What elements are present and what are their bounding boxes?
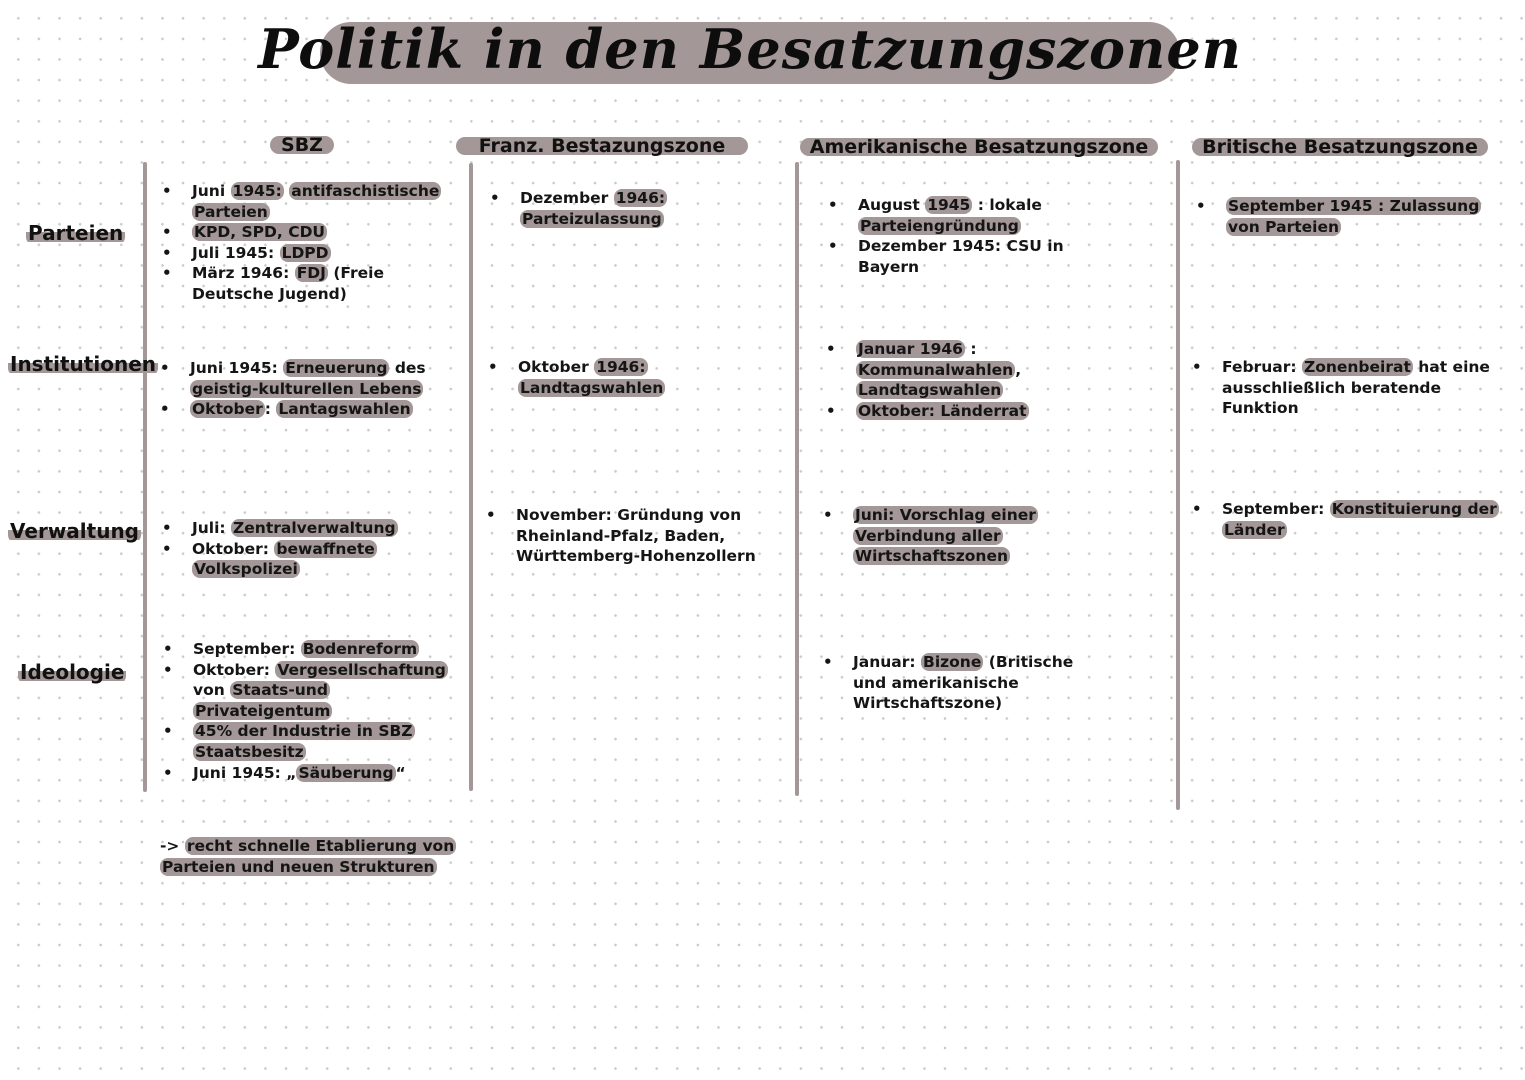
highlighted-text: 1946: Landtagswahlen [520,358,664,397]
list-item [160,222,450,243]
plain-text: September: [193,640,301,658]
plain-text: (Freie Deutsche Jugend) [192,264,384,303]
highlighted-text: Landtagswahlen [858,381,1002,400]
plain-text: Juni [192,182,231,200]
cell-franz-parteien [488,188,748,229]
divider-franz-amerik [795,162,799,796]
divider-sbz-franz [469,163,473,791]
highlighted-text: Kommunalwahlen [858,360,1014,379]
list-item [161,639,451,660]
plain-text: Juli 1945: [192,243,280,262]
plain-text: (Britische und amerikanische Wirtschaftszone) [853,653,1074,713]
plain-text: von [193,681,231,700]
highlighted-text: Erneuerung [285,359,388,377]
list-item [160,181,450,222]
cell-sbz-verwaltung [160,518,450,580]
list-item [1190,357,1490,419]
highlighted-text: Parteiengründung [860,216,1019,235]
highlighted-text: Bodenreform [302,640,418,658]
title-banner [258,17,1242,84]
highlighted-text: Oktober [192,400,263,419]
zone-header-franz: Franz. Bestazungszone [456,137,748,155]
plain-text: : lokale [972,196,1042,214]
list-item [484,505,784,567]
plain-text: des [389,359,426,377]
list-item [160,518,450,539]
highlighted-text: antifaschistische Parteien [194,182,440,221]
cell-franz-institutionen [486,357,746,398]
list-item [161,763,451,784]
list-item [160,263,450,304]
row-label-parteien: Parteien [28,221,124,245]
plain-text: März 1946: [192,264,295,283]
highlighted-text: September 1945 : Zulassung von Parteien [1228,197,1480,236]
list-item [1194,196,1494,237]
highlighted-text: 1945 [927,196,971,214]
list-item [158,358,448,399]
highlighted-text: KPD, SPD, CDU [194,223,326,242]
highlighted-text: FDJ [296,264,326,283]
plain-text: Juni 1945: [190,359,284,377]
highlighted-text: Vergesellschaftung [277,660,446,679]
list-item [160,539,450,580]
row-label-verwaltung: Verwaltung [10,519,139,543]
plain-text: hat eine ausschließlich beratende Funktion [1222,358,1490,418]
highlighted-text: Staats-und Privateigentum [195,681,331,720]
plain-text: Juni 1945: „ [193,763,297,782]
highlighted-text: 1945: [232,182,282,200]
plain-text: Februar: [1222,358,1302,376]
list-item [824,401,1124,422]
cell-brit-verwaltung [1190,499,1502,540]
plain-text: -> [160,837,185,855]
highlighted-text: bewaffnete Volkspolizei [194,539,375,579]
list-item [824,339,1124,401]
zone-header-sbz: SBZ [270,136,334,154]
cell-amerik-verwaltung [821,505,1051,567]
highlighted-text: Januar 1946 [858,340,963,358]
highlighted-text: Lantagswahlen [278,400,411,419]
highlighted-text: Säuberung [298,763,394,782]
cell-sbz-parteien [160,181,450,305]
cell-sbz-institutionen [158,358,448,420]
list-item [821,652,1081,714]
highlighted-text: Zentralverwaltung [233,519,396,537]
page-title: Politik in den Besatzungszonen [258,17,1242,81]
cell-amerik-parteien [826,195,1126,277]
cell-amerik-ideologie [821,652,1081,714]
plain-text: : [964,340,977,358]
conclusion-note [160,836,460,877]
highlighted-text: Oktober: Länderrat [858,401,1027,420]
row-label-institutionen: Institutionen [10,352,156,376]
plain-text: August [858,196,926,214]
cell-brit-institutionen [1190,357,1490,419]
plain-text: November: Gründung von Rheinland-Pfalz, Baden, Württemberg-Hohenzollern [516,506,756,566]
list-item [488,188,748,229]
list-item [826,195,1126,236]
divider-amerik-brit [1176,160,1180,810]
plain-text: Dezember 1945: CSU in Bayern [858,237,1064,276]
cell-franz-verwaltung [484,505,784,567]
list-item [1190,499,1502,540]
highlighted-text: Bizone [923,653,982,671]
highlighted-text: Zonenbeirat [1303,358,1411,376]
highlighted-text: 1946: Parteizulassung [522,189,666,228]
plain-text: Oktober: [193,660,276,679]
plain-text: September: [1222,500,1330,518]
zone-header-brit: Britische Besatzungszone [1192,138,1488,156]
plain-text: : [264,400,277,419]
plain-text: Oktober: [192,539,275,558]
plain-text: , [1015,360,1022,379]
highlighted-text: Juni: Vorschlag einer Verbindung aller Wirtschaftszonen [855,506,1036,566]
list-item [161,721,451,762]
plain-text: Juli: [192,519,232,537]
list-item [161,660,451,722]
list-item [158,399,448,420]
zone-header-amerik: Amerikanische Besatzungszone [800,138,1158,156]
highlighted-text: geistig-kulturellen Lebens [192,379,422,398]
plain-text: “ [395,763,406,782]
cell-brit-parteien [1194,196,1494,237]
divider-left [143,162,147,792]
row-label-ideologie: Ideologie [20,660,125,684]
plain-text: Januar: [853,653,921,671]
highlighted-text: recht schnelle Etablierung von Parteien und neuen Strukturen [162,837,455,876]
plain-text: Oktober [518,358,595,376]
list-item [486,357,746,398]
cell-sbz-ideologie [161,639,451,783]
highlighted-text: Konstituierung der Länder [1224,500,1497,539]
cell-amerik-institutionen [824,339,1124,421]
list-item [826,236,1126,277]
list-item [821,505,1051,567]
highlighted-text: LDPD [281,243,329,262]
list-item [160,243,450,264]
highlighted-text: 45% der Industrie in SBZ Staatsbesitz [195,722,413,761]
plain-text: Dezember [520,189,614,207]
